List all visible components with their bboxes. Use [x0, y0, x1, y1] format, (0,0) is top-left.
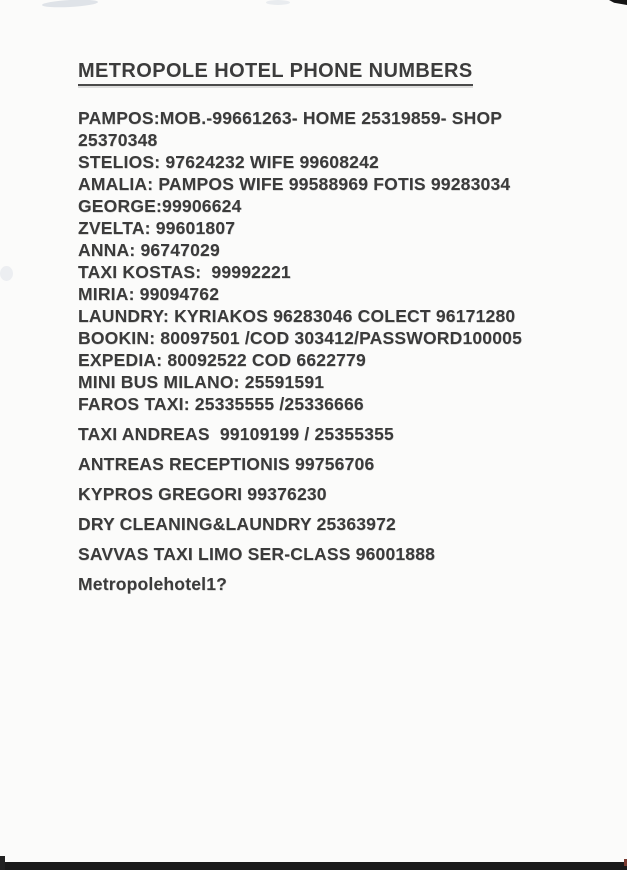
contact-line-miria: MIRIA: 99094762 — [78, 284, 220, 304]
scan-smudge-top-center — [266, 0, 290, 5]
contact-line-anna: ANNA: 96747029 — [78, 240, 220, 260]
contact-line-pampos: PAMPOS:MOB.-99661263- HOME 25319859- SHOP — [78, 108, 503, 128]
contact-line-dry-cleaning: DRY CLEANING&LAUNDRY 25363972 — [78, 514, 396, 534]
scan-mark-top-right — [609, 0, 627, 5]
contact-line-bookin: BOOKIN: 80097501 /COD 303412/PASSWORD100005 — [78, 328, 523, 348]
contact-line-faros-taxi: FAROS TAXI: 25335555 /25336666 — [78, 394, 364, 414]
scan-notch-bottom-left — [0, 856, 5, 870]
footer-note: Metropolehotel1? — [78, 574, 228, 594]
contact-line-amalia: AMALIA: PAMPOS WIFE 99588969 FOTIS 99283034 — [78, 174, 511, 194]
scan-smudge-left-middle — [0, 266, 13, 281]
contact-line-mini-bus: MINI BUS MILANO: 25591591 — [78, 372, 325, 392]
page-title: METROPOLE HOTEL PHONE NUMBERS — [78, 60, 473, 86]
contact-line-antreas-receptionis: ANTREAS RECEPTIONIS 99756706 — [78, 454, 375, 474]
contact-line-expedia: EXPEDIA: 80092522 COD 6622779 — [78, 350, 366, 370]
contact-line-pampos-wrap: 25370348 — [78, 130, 158, 150]
contact-line-george: GEORGE:99906624 — [78, 196, 242, 216]
contact-line-savvas-taxi: SAVVAS TAXI LIMO SER-CLASS 96001888 — [78, 544, 436, 564]
phone-list — [78, 60, 558, 595]
contact-line-zvelta: ZVELTA: 99601807 — [78, 218, 236, 238]
scan-smudge-top-left — [42, 0, 98, 8]
contact-line-taxi-andreas: TAXI ANDREAS 99109199 / 25355355 — [78, 424, 394, 444]
contact-line-taxi-kostas: TAXI KOSTAS: 99992221 — [78, 262, 291, 282]
contact-line-stelios: STELIOS: 97624232 WIFE 99608242 — [78, 152, 379, 172]
contact-line-laundry: LAUNDRY: KYRIAKOS 96283046 COLECT 96171280 — [78, 306, 516, 326]
contact-line-kypros-gregori: KYPROS GREGORI 99376230 — [78, 484, 327, 504]
scan-bar-bottom — [0, 862, 627, 870]
